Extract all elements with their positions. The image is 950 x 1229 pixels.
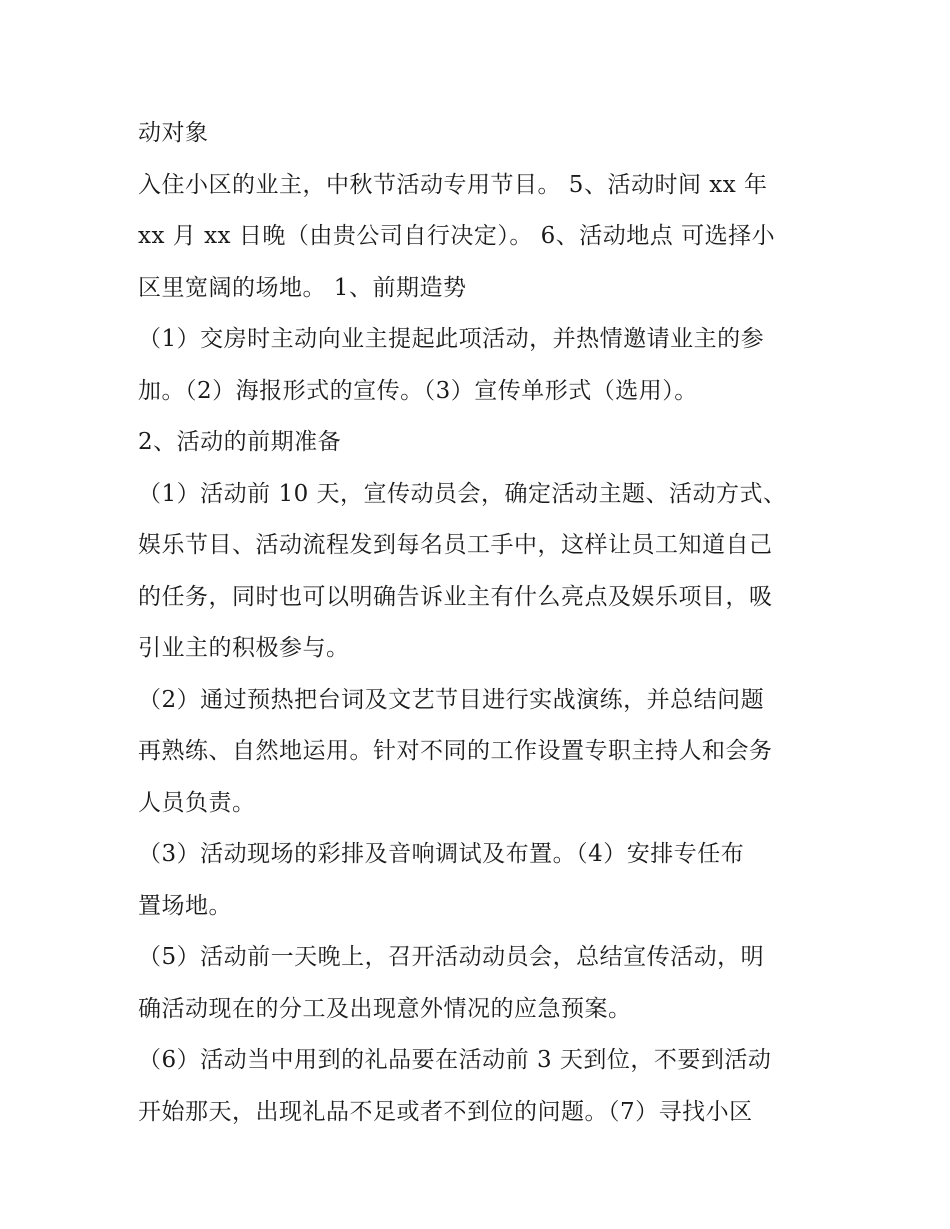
text-line: （6）活动当中用到的礼品要在活动前 3 天到位，不要到活动 (138, 1047, 772, 1073)
text-line: （1）活动前 10 天，宣传动员会，确定活动主题、活动方式、 (138, 480, 787, 507)
text-line: 再熟练、自然地运用。针对不同的工作设置专职主持人和会务 (138, 738, 773, 764)
text-line: 动对象 (138, 120, 209, 146)
text-line: （1）交房时主动向业主提起此项活动，并热情邀请业主的参 (138, 326, 765, 352)
text-line: 2、活动的前期准备 (138, 429, 342, 455)
document-body (138, 108, 838, 1138)
text-line: （5）活动前一天晚上，召开活动动员会，总结宣传活动，明 (138, 944, 765, 970)
text-line: （3）活动现场的彩排及音响调试及布置。（4）安排专任布 (138, 841, 745, 867)
text-line: 加。（2）海报形式的宣传。（3）宣传单形式（选用）。 (138, 377, 698, 404)
text-line: 人员负责。 (138, 789, 256, 816)
text-line: 置场地。 (138, 892, 232, 919)
text-line: xx 月 xx 日晚（由贵公司自行决定）。 6、活动地点 可选择小 (138, 223, 776, 249)
text-line: 的任务，同时也可以明确告诉业主有什么亮点及娱乐项目，吸 (138, 583, 773, 610)
text-line: （2）通过预热把台词及文艺节目进行实战演练，并总结问题 (138, 686, 765, 713)
text-line: 区里宽阔的场地。 1、前期造势 (138, 274, 467, 301)
text-line: 入住小区的业主，中秋节活动专用节目。 5、活动时间 xx 年 (138, 171, 768, 198)
text-line: 开始那天，出现礼品不足或者不到位的问题。（7）寻找小区 (138, 1098, 753, 1125)
text-line: 引业主的积极参与。 (138, 635, 350, 661)
text-line: 娱乐节目、活动流程发到每名员工手中，这样让员工知道自己 (138, 532, 773, 558)
text-line: 确活动现在的分工及出现意外情况的应急预案。 (138, 995, 632, 1022)
